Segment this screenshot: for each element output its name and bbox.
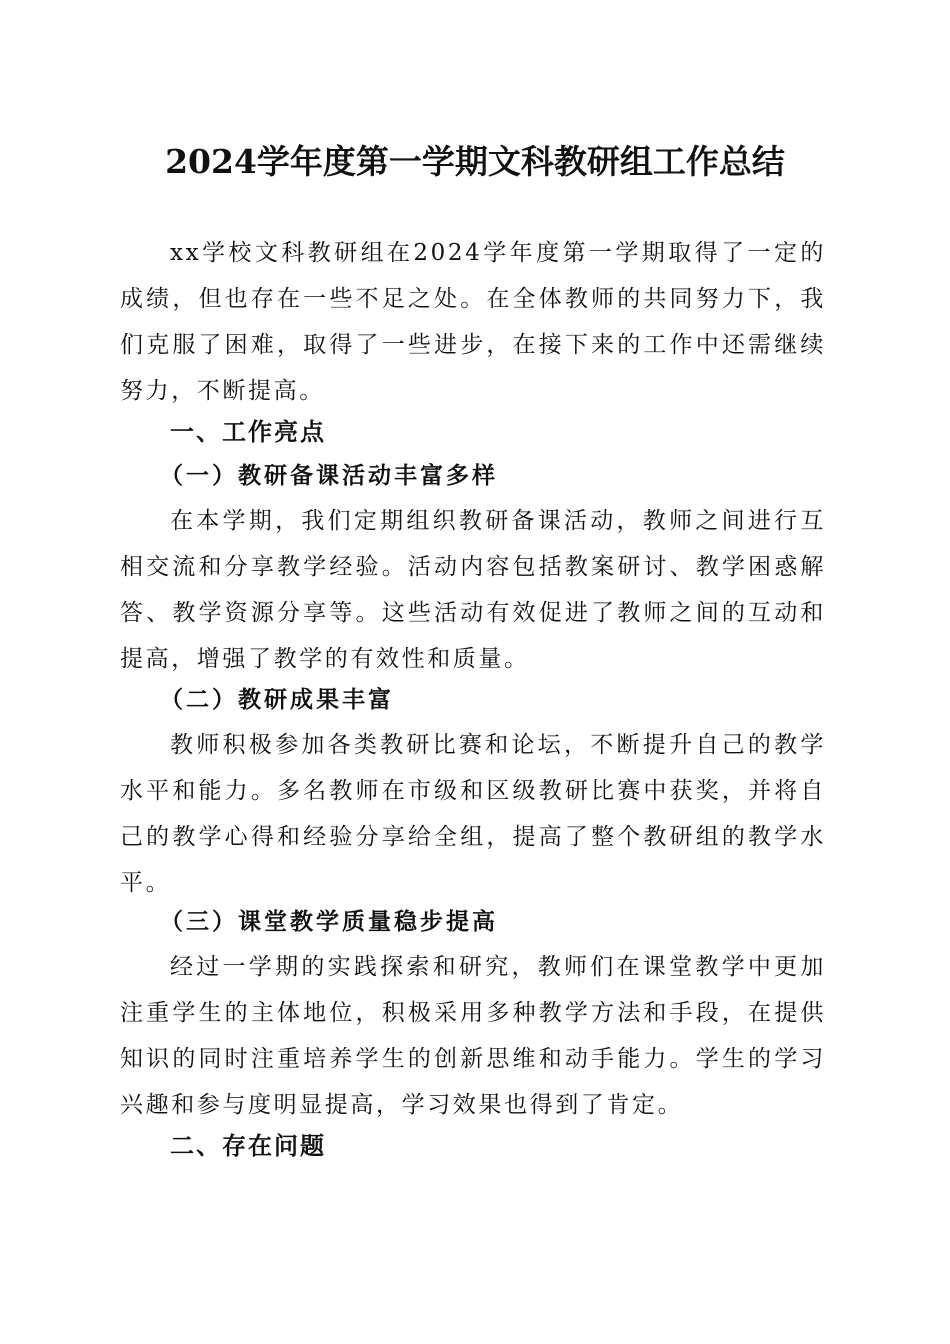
subsection-heading-results: （二）教研成果丰富 xyxy=(160,686,394,713)
subsection-body-activities: 在本学期，我们定期组织教研备课活动，教师之间进行互相交流和分享教学经验。活动内容包括教案研讨、教学困惑解答、教学资源分享等。这些活动有效促进了教师之间的互动和提高，增强了教学的有效性和质量。 xyxy=(120,508,826,672)
section-heading-problems: 二、存在问题 xyxy=(170,1132,326,1160)
subsection-heading-quality: （三）课堂教学质量稳步提高 xyxy=(160,908,498,935)
subsection-body-quality: 经过一学期的实践探索和研究，教师们在课堂教学中更加注重学生的主体地位，积极采用多种教学方法和手段，在提供知识的同时注重培养学生的创新思维和动手能力。学生的学习兴趣和参与度明显提高，学习效果也得到了肯定。 xyxy=(120,954,826,1118)
section-heading-highlights: 一、工作亮点 xyxy=(170,418,326,446)
document-title: 2024学年度第一学期文科教研组工作总结 xyxy=(165,142,785,181)
subsection-heading-activities: （一）教研备课活动丰富多样 xyxy=(160,462,498,489)
subsection-body-results: 教师积极参加各类教研比赛和论坛，不断提升自己的教学水平和能力。多名教师在市级和区级教研比赛中获奖，并将自己的教学心得和经验分享给全组，提高了整个教研组的教学水平。 xyxy=(120,732,826,896)
intro-paragraph: xx学校文科教研组在2024学年度第一学期取得了一定的成绩，但也存在一些不足之处。在全体教师的共同努力下，我们克服了困难，取得了一些进步，在接下来的工作中还需继续努力，不断提高。 xyxy=(120,240,826,404)
